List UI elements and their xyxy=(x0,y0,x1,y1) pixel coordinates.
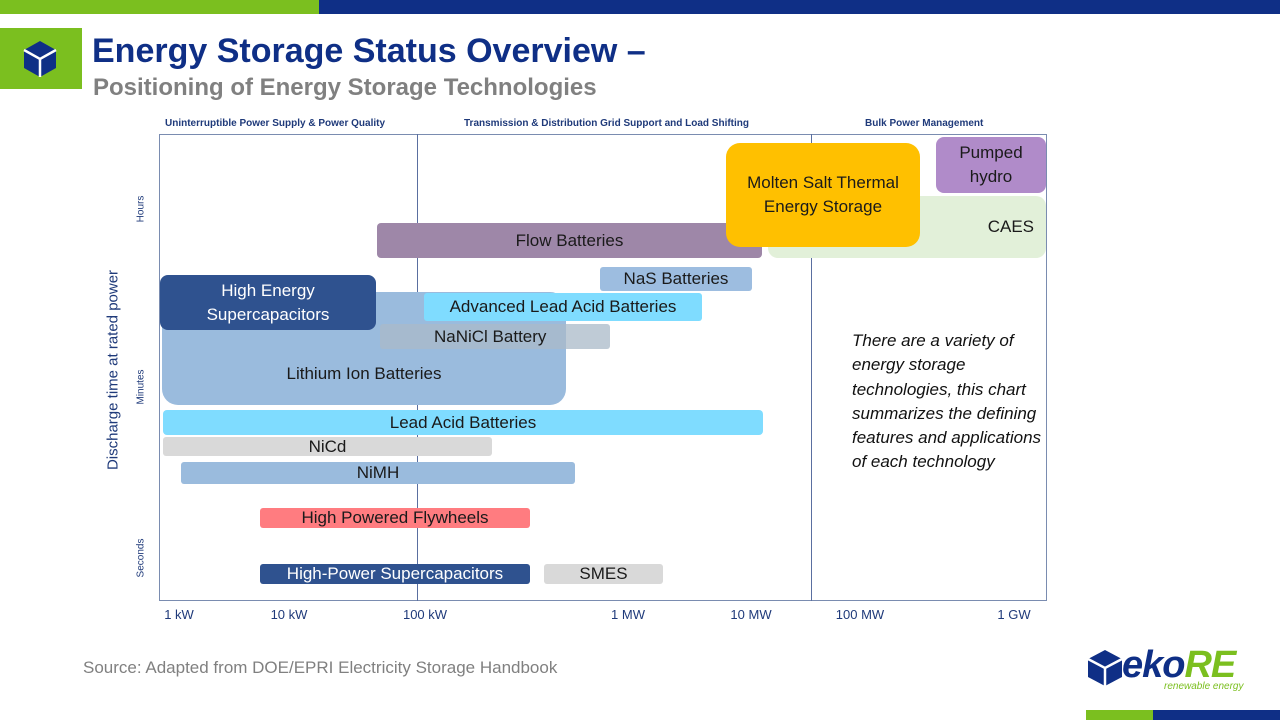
tech-pumped-hydro-label: Pumped hydro xyxy=(959,143,1023,186)
tech-high-powered-flywheels-label: High Powered Flywheels xyxy=(301,508,489,528)
tech-nicd-label: NiCd xyxy=(308,436,347,456)
tech-high-power-supercapacitors xyxy=(260,564,530,584)
x-tick-10kw: 10 kW xyxy=(270,607,308,622)
tech-smes-label: SMES xyxy=(579,564,628,584)
cube-icon xyxy=(20,39,60,79)
tech-nas-batteries xyxy=(600,267,752,291)
tech-flow-batteries-label: Flow Batteries xyxy=(515,230,624,250)
y-axis-label: Discharge time at rated power xyxy=(104,269,122,471)
tech-flow-batteries xyxy=(377,223,762,258)
ekore-logo-icon xyxy=(1085,649,1125,687)
bottom-accent-bar-blue xyxy=(1153,710,1280,720)
tech-molten-salt xyxy=(726,143,920,247)
tech-advanced-lead-acid-label: Advanced Lead Acid Batteries xyxy=(449,297,677,317)
tech-high-energy-supercapacitors-label: High Energy Supercapacitors xyxy=(206,280,330,324)
tech-pumped-hydro xyxy=(936,137,1046,193)
page-title: Energy Storage Status Overview – xyxy=(92,32,646,70)
brand-wordmark-main: eko xyxy=(1122,644,1185,686)
tech-smes xyxy=(544,564,663,584)
x-tick-1gw: 1 GW xyxy=(997,607,1031,622)
y-tick-seconds: Seconds xyxy=(135,538,147,578)
tech-nimh xyxy=(181,462,575,484)
tech-high-power-supercapacitors-label: High-Power Supercapacitors xyxy=(286,564,504,584)
page-subtitle: Positioning of Energy Storage Technologies xyxy=(93,74,597,101)
tech-molten-salt-label: Molten Salt Thermal Energy Storage xyxy=(747,173,899,216)
tech-lithium-ion-label: Lithium Ion Batteries xyxy=(286,364,442,383)
top-accent-bar-blue xyxy=(319,0,1280,14)
tech-nanicl-battery xyxy=(380,324,610,349)
brand-tagline: renewable energy xyxy=(1164,681,1244,692)
tech-nanicl-battery-label: NaNiCl Battery xyxy=(434,326,547,346)
bottom-accent-bar-green xyxy=(1086,710,1153,720)
slide-logo-badge xyxy=(0,28,82,89)
y-tick-hours: Hours xyxy=(135,195,147,223)
source-citation: Source: Adapted from DOE/EPRI Electricity Storage Handbook xyxy=(83,658,558,677)
x-tick-1kw: 1 kW xyxy=(164,607,194,622)
tech-lead-acid-label: Lead Acid Batteries xyxy=(389,412,537,432)
tech-nimh-label: NiMH xyxy=(356,463,400,483)
tech-nicd xyxy=(163,437,492,456)
top-accent-bar-green xyxy=(0,0,319,14)
x-tick-10mw: 10 MW xyxy=(730,607,772,622)
x-tick-100mw: 100 MW xyxy=(835,607,885,622)
category-grid-support: Transmission & Distribution Grid Support and Load Shifting xyxy=(464,118,749,129)
category-bulk-power: Bulk Power Management xyxy=(865,118,984,129)
brand-wordmark-accent: RE xyxy=(1184,644,1236,686)
tech-advanced-lead-acid xyxy=(424,293,702,321)
tech-nas-batteries-label: NaS Batteries xyxy=(623,269,729,289)
tech-caes-label: CAES xyxy=(987,217,1034,237)
tech-high-energy-supercapacitors xyxy=(160,275,376,330)
tech-lead-acid xyxy=(163,410,763,435)
tech-high-powered-flywheels xyxy=(260,508,530,528)
x-tick-100kw: 100 kW xyxy=(402,607,448,622)
y-tick-minutes: Minutes xyxy=(135,369,147,405)
category-ups: Uninterruptible Power Supply & Power Quality xyxy=(165,118,386,129)
x-tick-1mw: 1 MW xyxy=(611,607,645,622)
chart-note: There are a variety of energy storage technologies, this chart summarizes the defining features and applications of each technology xyxy=(852,331,1042,472)
